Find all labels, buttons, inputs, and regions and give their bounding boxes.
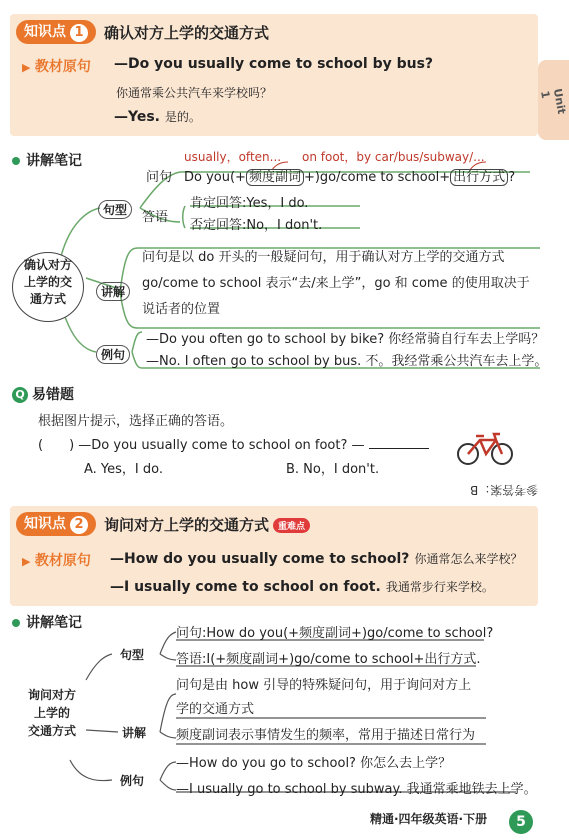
footer-book-title: 精通·四年级英语·下册: [370, 812, 488, 826]
notes1-branch-example: 例句: [96, 345, 130, 364]
kp2-answer: —I usually come to school on foot. 我通常步行来学校。: [110, 579, 494, 595]
kp2-number: 2: [70, 516, 88, 534]
notes2-branch-example: 例句: [120, 774, 145, 788]
triangle-icon: ▶: [22, 555, 31, 568]
mistake-option-b: B. No，I don't.: [286, 462, 380, 477]
mistake-option-a: A. Yes，I do.: [84, 462, 163, 477]
page-number: 5: [509, 810, 533, 834]
notes1-heading: 讲解笔记: [12, 150, 82, 170]
kp2-text-label-row: [22, 550, 91, 570]
notes2-branch-explain: 讲解: [122, 726, 147, 740]
notes2-example-2: —I usually go to school by subway. 我通常乘地铁去上学。: [176, 782, 537, 797]
q-badge-icon: Q: [12, 387, 28, 403]
kp1-badge: 知识点 1: [16, 20, 96, 44]
mistake-heading: Q 易错题: [12, 384, 74, 404]
notes2-explain-2: 学的交通方式: [176, 702, 255, 717]
notes1-q-label: 问句: [146, 170, 173, 185]
notes2-explain-1: 问句是由 how 引导的特殊疑问句，用于询问对方上: [176, 678, 472, 693]
hard-point-tag: 重难点: [273, 518, 310, 533]
answer-blank: [369, 448, 429, 449]
notes1-a-negative: 否定回答:No，I don't.: [190, 218, 323, 233]
answer-key-flipped: 参考答案：B: [470, 483, 539, 497]
notes1-branch-explain: 讲解: [96, 282, 130, 301]
kp1-number: 1: [70, 24, 88, 42]
kp1-question-en: —Do you usually come to school by bus?: [114, 56, 434, 72]
notes2-heading: 讲解笔记: [12, 612, 82, 632]
triangle-icon: ▶: [22, 61, 31, 74]
kp2-question: —How do you usually come to school? 你通常怎么来学校？: [110, 551, 523, 567]
notes2-branch-type: 句型: [120, 648, 145, 662]
notes1-example-2: —No. I often go to school by bus. 不。我经常乘公共汽车去上学。: [146, 354, 548, 369]
bicycle-icon: [456, 428, 516, 468]
annot-freq: usually，often...: [184, 150, 282, 164]
kp2-title: 询问对方上学的交通方式 重难点: [104, 514, 310, 535]
notes1-explain-1: 问句是以 do 开头的一般疑问句，用于确认对方上学的交通方式: [142, 250, 505, 265]
kp1-question-cn: 你通常乘公共汽车来学校吗？: [116, 86, 273, 100]
notes2-example-1: —How do you go to school? 你怎么去上学？: [176, 756, 452, 771]
notes1-center-bubble: 确认对方 上学的交 通方式: [12, 252, 84, 322]
notes1-example-1: —Do you often go to school by bike? 你经常骑自行车去上学吗？: [146, 332, 545, 347]
notes1-a-positive: 肯定回答:Yes，I do.: [190, 196, 309, 211]
kp1-title: 确认对方上学的交通方式: [104, 24, 270, 42]
kp2-badge: 知识点 2: [16, 512, 96, 536]
unit-side-label: Unit 1: [538, 87, 569, 116]
kp1-text-label-row: [22, 56, 91, 76]
mistake-instruction: 根据图片提示，选择正确的答语。: [38, 414, 234, 429]
kp1-answer: —Yes. 是的。: [114, 109, 201, 125]
notes1-explain-3: 说话者的位置: [142, 302, 221, 317]
kp2-text-label: 教材原句: [34, 553, 91, 569]
notes2-center: 询问对方 上学的 交通方式: [27, 688, 76, 738]
notes2-a-line: 答语:I(+频度副词+)go/come to school+出行方式.: [176, 652, 481, 667]
notes2-q-line: 问句:How do you(+频度副词+)go/come to school?: [176, 626, 494, 641]
annot-way: on foot，by car/bus/subway/...: [302, 150, 485, 164]
notes2-explain-3: 频度副词表示事情发生的频率，常用于描述日常行为: [176, 728, 476, 743]
notes1-explain-2: go/come to school 表示“去/来上学”，go 和 come 的使用取决于: [142, 276, 530, 291]
notes1-a-label: 答语: [142, 210, 169, 225]
mistake-question: ( ) —Do you usually come to school on foot? —: [38, 434, 429, 453]
notes1-branch-type: 句型: [98, 200, 132, 219]
notes1-q-pattern: Do you(+ 频度副词 +)go/come to school+ 出行方式 ?: [184, 170, 516, 185]
kp1-text-label: 教材原句: [34, 59, 91, 75]
